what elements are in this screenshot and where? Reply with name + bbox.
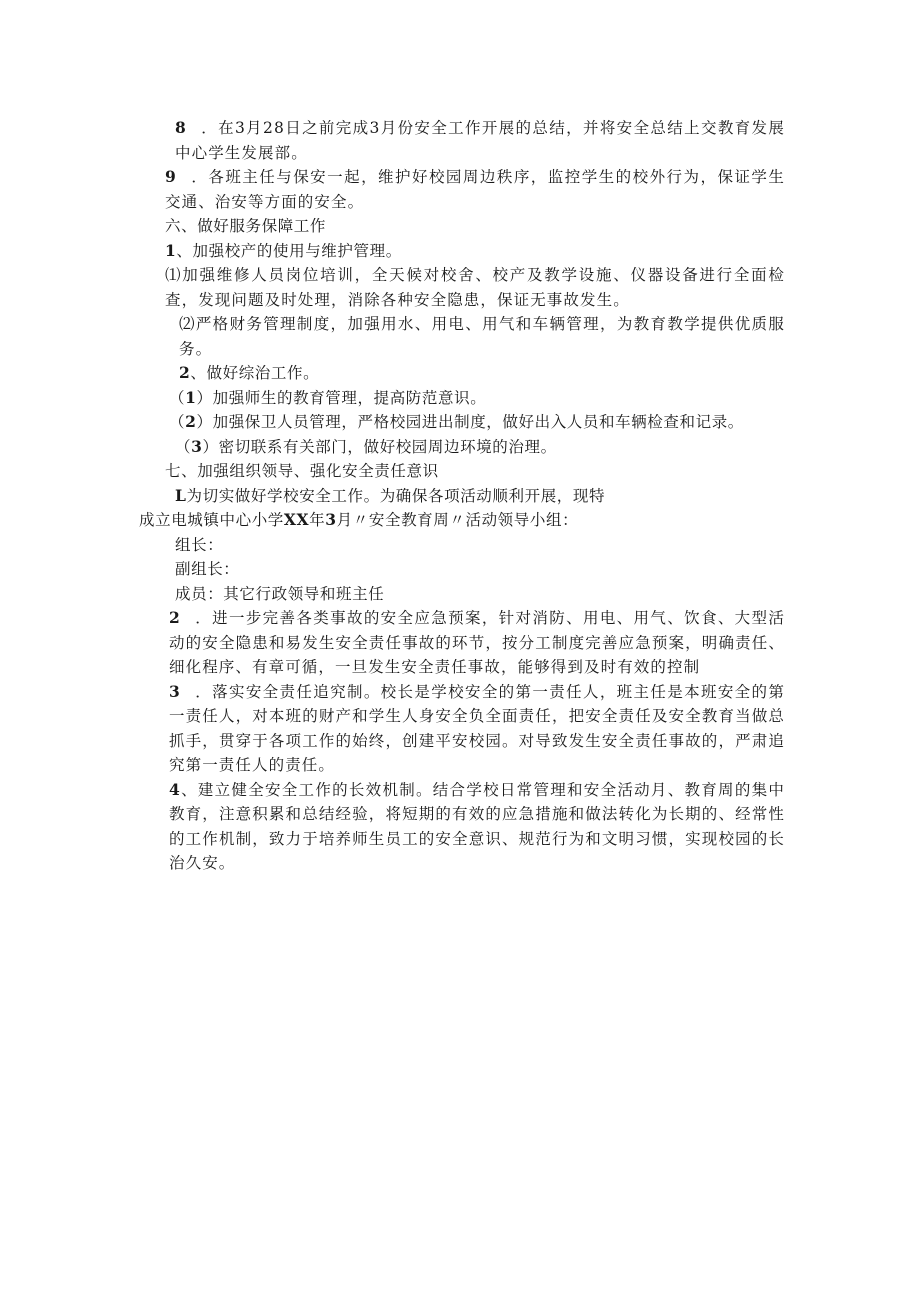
item-number: 2 xyxy=(169,608,181,627)
paren-close: ） xyxy=(196,413,213,431)
item-text: 、建立健全安全工作的长效机制。结合学校日常管理和安全活动月、教育周的集中教育，注意积累和总结经验，将短期的有效的应急措施和做法转化为长期的、经常性的工作机制，致力于培养师生员工的安全意识、规范行为和文明习惯，实现校园的长治久安。 xyxy=(169,780,785,872)
paragraph-item-4 xyxy=(139,778,785,876)
subsection-heading-1 xyxy=(139,239,785,264)
paragraph-1-2: ⑵严格财务管理制度，加强用水、用电、用气和车辆管理，为教育教学提供优质服务。 xyxy=(179,315,785,358)
subsection-heading-2 xyxy=(139,361,785,386)
paragraph-item-9 xyxy=(139,165,785,214)
paragraph-2-1 xyxy=(139,386,785,411)
item-number: 8 xyxy=(175,118,187,137)
group-leader-line: 组长： xyxy=(175,535,224,554)
paragraph-2-3 xyxy=(139,435,785,460)
item-text: 、加强校产的使用与维护管理。 xyxy=(176,241,402,260)
item-text: 加强师生的教育管理，提高防范意识。 xyxy=(212,388,487,407)
item-text: 加强保卫人员管理，严格校园进出制度，做好出入人员和车辆检查和记录。 xyxy=(212,413,744,431)
item-text: ．落实安全责任追究制。校长是学校安全的第一责任人，班主任是本班安全的第一责任人，对本班的财产和学生人身安全负全面责任，把安全责任及安全教育当做总抓手，贯穿于各项工作的始终，创建平安校园。对导致发生安全责任事故的，严肃追究第一责任人的责任。 xyxy=(169,682,785,774)
members-line: 成员：其它行政领导和班主任 xyxy=(175,584,385,603)
item-text: 密切联系有关部门，做好校园周边环境的治理。 xyxy=(218,437,557,456)
item-text: 、做好综治工作。 xyxy=(190,364,320,382)
paren-open: （ xyxy=(169,413,186,431)
year-placeholder: XX xyxy=(283,510,310,529)
paragraph-l-2 xyxy=(139,508,785,533)
paragraph-l-1 xyxy=(139,484,785,509)
item-number: 2 xyxy=(179,363,191,382)
item-number: 3 xyxy=(191,436,203,456)
paragraph-item-3 xyxy=(139,680,785,778)
section-heading-7: 七、加强组织领导、强化安全责任意识 xyxy=(165,462,439,480)
item-number: 1 xyxy=(185,387,197,407)
item-number: 4 xyxy=(169,779,181,799)
item-number: 2 xyxy=(185,412,197,431)
paragraph-item-2 xyxy=(139,606,785,680)
text-fragment: 成立电城镇中心小学 xyxy=(139,511,284,529)
item-text: ．各班主任与保安一起，维护好校园周边秩序，监控学生的校外行为，保证学生交通、治安等方面的安全。 xyxy=(165,168,785,211)
text-fragment: 月〃安全教育周〃活动领导小组： xyxy=(336,511,579,529)
section-heading-6: 六、做好服务保障工作 xyxy=(165,217,327,235)
month-number: 3 xyxy=(325,510,337,529)
paragraph-item-8 xyxy=(139,116,785,165)
paragraph-2-2 xyxy=(139,410,785,435)
item-number: 9 xyxy=(165,167,177,186)
document-page xyxy=(139,116,785,876)
text-fragment: 年 xyxy=(309,511,326,529)
paragraph-1-1: ⑴加强维修人员岗位培训，全天候对校舍、校产及教学设施、仪器设备进行全面检查，发现问题及时处理，消除各种安全隐患，保证无事故发生。 xyxy=(165,266,785,309)
item-number: L xyxy=(175,485,187,505)
item-text: ．进一步完善各类事故的安全应急预案，针对消防、用电、用气、饮食、大型活动的安全隐患和易发生安全责任事故的环节，按分工制度完善应急预案，明确责任、细化程序、有章可循，一旦发生安全责任事故，能够得到及时有效的控制 xyxy=(169,609,785,676)
paren-close: ） xyxy=(196,388,213,407)
item-text: ．在3月28日之前完成3月份安全工作开展的总结，并将安全总结上交教育发展中心学生发展部。 xyxy=(175,119,785,162)
item-text: 为切实做好学校安全工作。为确保各项活动顺利开展，现特 xyxy=(186,486,606,505)
item-number: 1 xyxy=(165,240,177,260)
paren-open: （ xyxy=(175,437,192,456)
deputy-leader-line: 副组长： xyxy=(175,560,240,578)
item-number: 3 xyxy=(169,681,181,701)
paren-open: （ xyxy=(169,388,186,407)
paren-close: ） xyxy=(202,437,219,456)
